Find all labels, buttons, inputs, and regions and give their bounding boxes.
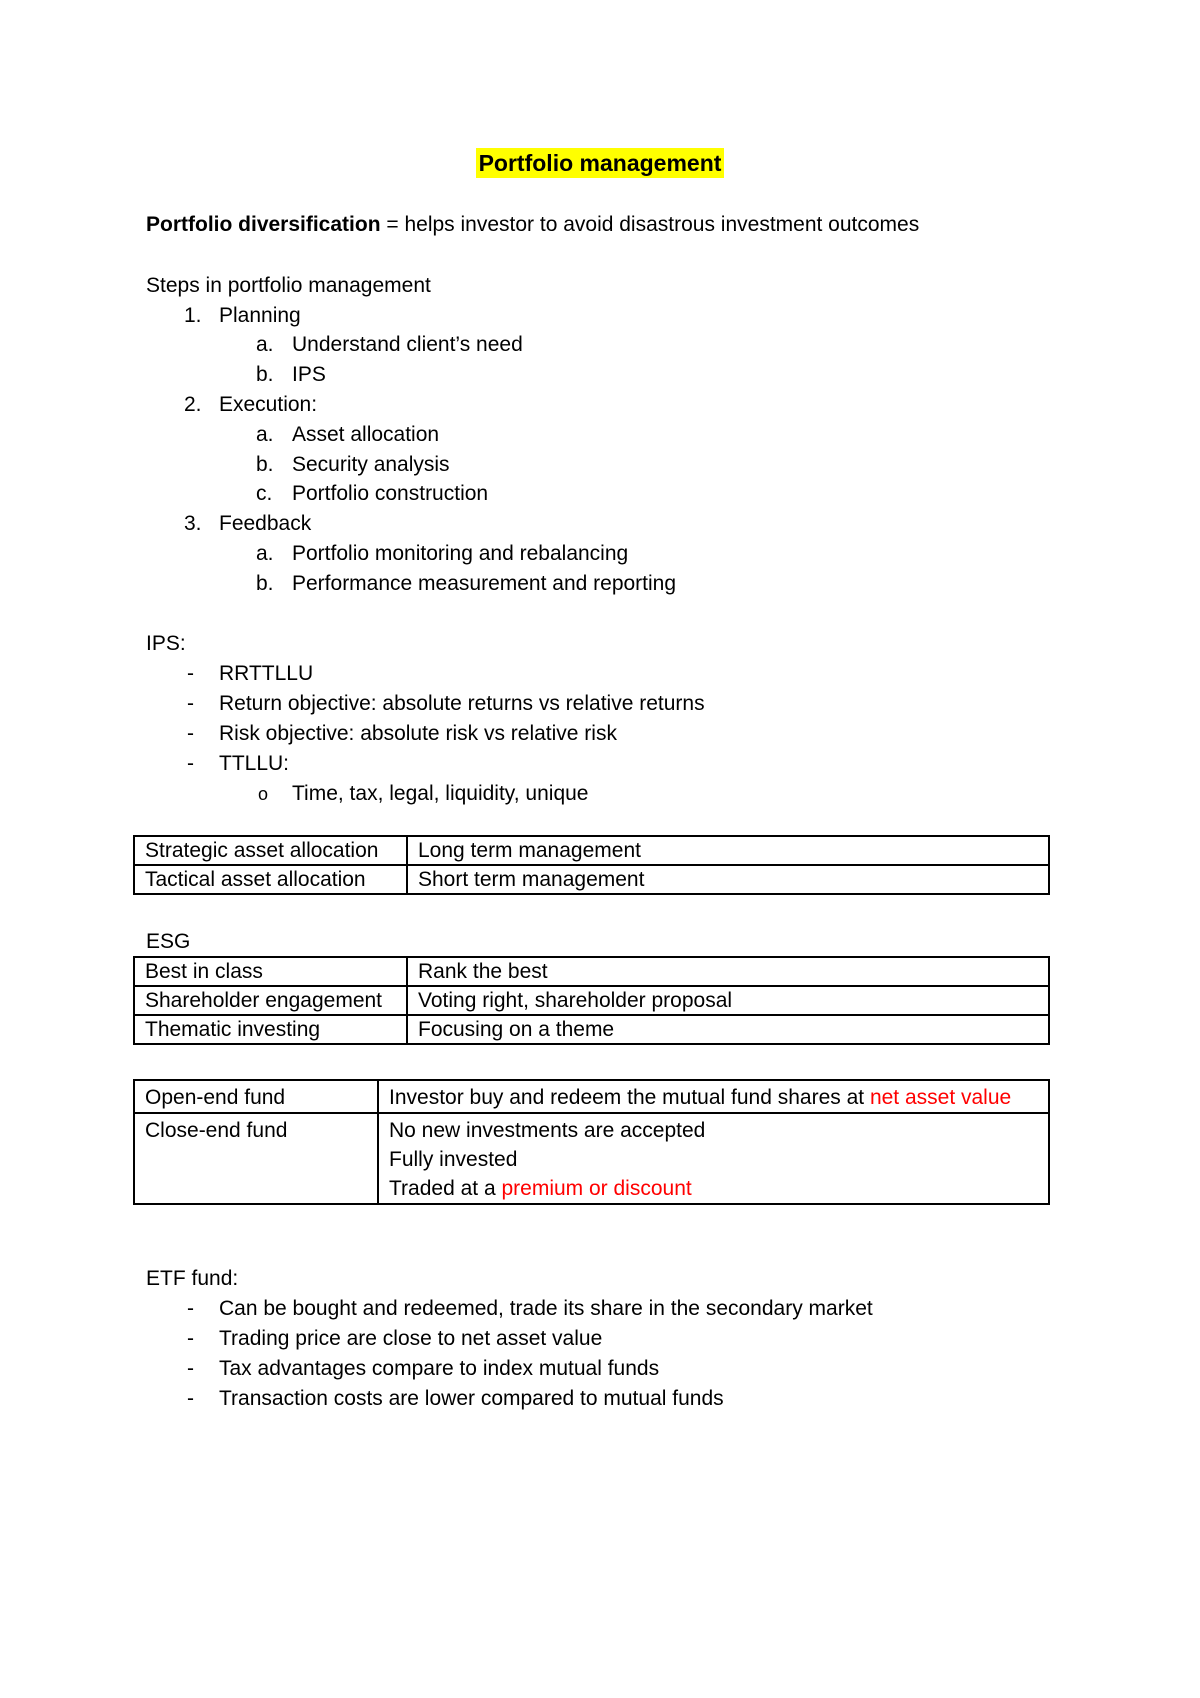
table-cell: Thematic investing bbox=[134, 1015, 407, 1044]
close-end-highlight: premium or discount bbox=[501, 1177, 692, 1200]
bullet-text: TTLLU: bbox=[219, 752, 290, 775]
table-row bbox=[134, 986, 1049, 1015]
table-row bbox=[134, 1080, 1049, 1113]
step-number: 1. bbox=[184, 304, 202, 327]
diversification-line bbox=[146, 211, 919, 239]
ips-heading: IPS: bbox=[146, 632, 186, 655]
table-row bbox=[134, 957, 1049, 986]
table-cell: Best in class bbox=[134, 957, 407, 986]
page-title-text: Portfolio management bbox=[476, 148, 725, 178]
allocation-table bbox=[133, 835, 1050, 895]
substep-letter: b. bbox=[256, 453, 274, 476]
bullet-text: Risk objective: absolute risk vs relative risk bbox=[219, 722, 617, 745]
funds-table bbox=[133, 1079, 1050, 1205]
bullet-text: Can be bought and redeemed, trade its share in the secondary market bbox=[219, 1297, 873, 1320]
esg-table bbox=[133, 956, 1050, 1045]
dash-marker: - bbox=[187, 692, 194, 715]
table-cell: Rank the best bbox=[407, 957, 1049, 986]
table-cell bbox=[378, 1113, 1049, 1204]
table-cell: Strategic asset allocation bbox=[134, 836, 407, 865]
dash-marker: - bbox=[187, 1297, 194, 1320]
substep-letter: b. bbox=[256, 363, 274, 386]
substep-letter: a. bbox=[256, 333, 274, 356]
table-cell: Tactical asset allocation bbox=[134, 865, 407, 894]
table-cell: Open-end fund bbox=[134, 1080, 378, 1113]
dash-marker: - bbox=[187, 1387, 194, 1410]
substep-letter: b. bbox=[256, 572, 274, 595]
table-row bbox=[134, 1113, 1049, 1204]
table-row bbox=[134, 865, 1049, 894]
page-title bbox=[0, 149, 1200, 177]
circle-bullet-icon: o bbox=[258, 784, 269, 804]
substep-text: Understand client’s need bbox=[292, 333, 523, 356]
bullet-text: RRTTLLU bbox=[219, 662, 314, 685]
open-end-highlight: net asset value bbox=[869, 1086, 1012, 1109]
table-row bbox=[134, 836, 1049, 865]
substep-text: Security analysis bbox=[292, 453, 450, 476]
table-cell: Voting right, shareholder proposal bbox=[407, 986, 1049, 1015]
close-end-line: Fully invested bbox=[389, 1148, 518, 1171]
etf-heading: ETF fund: bbox=[146, 1267, 239, 1290]
table-cell: Shareholder engagement bbox=[134, 986, 407, 1015]
table-row bbox=[134, 1015, 1049, 1044]
close-end-line: No new investments are accepted bbox=[389, 1119, 706, 1142]
step-number: 3. bbox=[184, 512, 202, 535]
substep-letter: a. bbox=[256, 423, 274, 446]
table-cell bbox=[378, 1080, 1049, 1113]
bullet-text: Return objective: absolute returns vs relative returns bbox=[219, 692, 705, 715]
close-end-prefix: Traded at a bbox=[389, 1177, 502, 1200]
bullet-text: Trading price are close to net asset value bbox=[219, 1327, 603, 1350]
substep-letter: a. bbox=[256, 542, 274, 565]
table-cell: Focusing on a theme bbox=[407, 1015, 1049, 1044]
dash-marker: - bbox=[187, 722, 194, 745]
bullet-text: Transaction costs are lower compared to mutual funds bbox=[219, 1387, 724, 1410]
dash-marker: - bbox=[187, 662, 194, 685]
close-end-line bbox=[389, 1174, 1038, 1203]
step-label: Planning bbox=[219, 304, 301, 327]
substep-text: Asset allocation bbox=[292, 423, 440, 446]
dash-marker: - bbox=[187, 1327, 194, 1350]
steps-heading: Steps in portfolio management bbox=[146, 274, 431, 297]
open-end-description: Investor buy and redeem the mutual fund shares at bbox=[389, 1086, 870, 1109]
diversification-term: Portfolio diversification bbox=[146, 213, 381, 236]
step-label: Feedback bbox=[219, 512, 312, 535]
substep-text: Portfolio construction bbox=[292, 482, 489, 505]
step-number: 2. bbox=[184, 393, 202, 416]
dash-marker: - bbox=[187, 1357, 194, 1380]
table-cell: Close-end fund bbox=[134, 1113, 378, 1204]
table-cell: Short term management bbox=[407, 865, 1049, 894]
step-label: Execution: bbox=[219, 393, 318, 416]
esg-heading: ESG bbox=[146, 930, 191, 953]
bullet-text: Tax advantages compare to index mutual funds bbox=[219, 1357, 660, 1380]
sub-bullet-text: Time, tax, legal, liquidity, unique bbox=[292, 782, 589, 805]
substep-text: IPS bbox=[292, 363, 326, 386]
substep-letter: c. bbox=[256, 482, 273, 505]
substep-text: Portfolio monitoring and rebalancing bbox=[292, 542, 629, 565]
diversification-definition: = helps investor to avoid disastrous investment outcomes bbox=[380, 213, 920, 236]
dash-marker: - bbox=[187, 752, 194, 775]
table-cell: Long term management bbox=[407, 836, 1049, 865]
substep-text: Performance measurement and reporting bbox=[292, 572, 677, 595]
